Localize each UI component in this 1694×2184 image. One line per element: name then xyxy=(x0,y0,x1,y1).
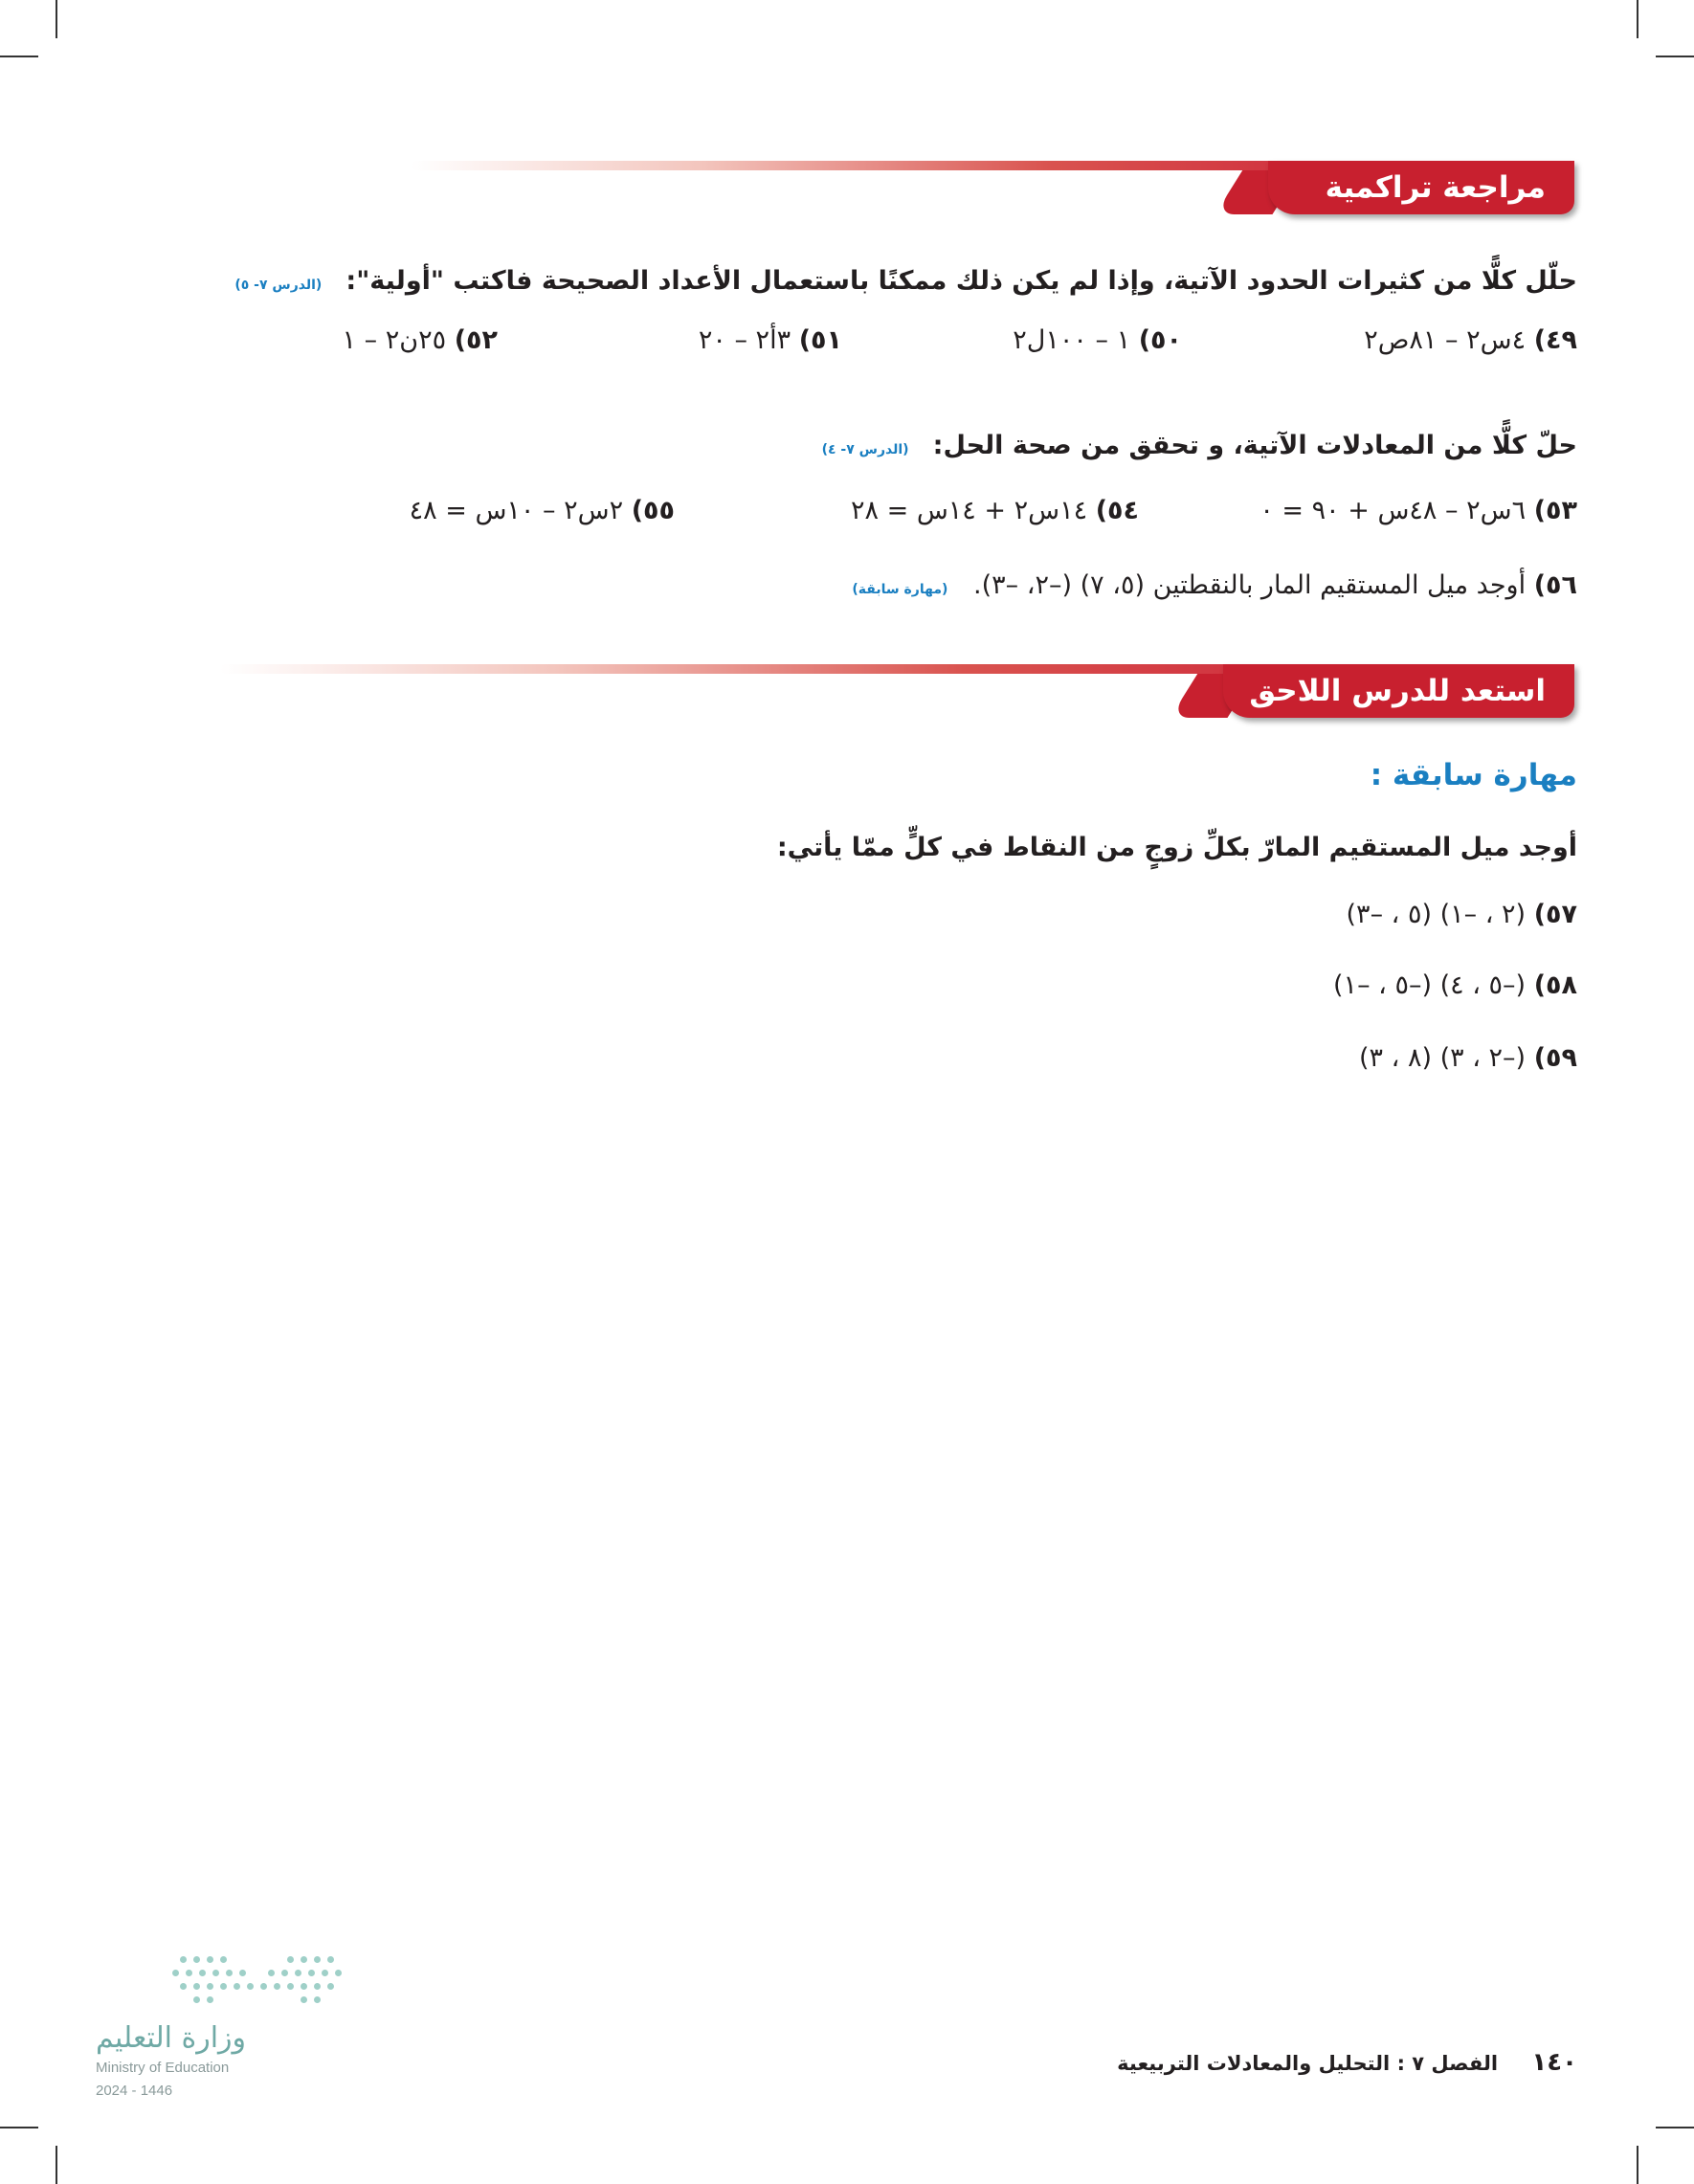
exercise-57 xyxy=(1347,900,1578,929)
crop-mark xyxy=(0,56,38,57)
ministry-logo-arabic: وزارة التعليم xyxy=(96,2021,247,2055)
exercise-expression: ٢٥ن٢ – ١ xyxy=(342,325,447,355)
instruction-factor xyxy=(234,266,1577,296)
crop-mark xyxy=(56,0,57,38)
exercise-number: ٥٨) xyxy=(1533,970,1577,1000)
section-title-cumulative-review xyxy=(1268,161,1574,214)
exercise-number: ٥٣) xyxy=(1533,496,1577,525)
exercise-expression: ١ – ١٠٠ل٢ xyxy=(1013,325,1131,355)
section-title-text: استعد للدرس اللاحق xyxy=(1249,674,1546,708)
lesson-tag: (الدرس ٧- ٤) xyxy=(821,442,909,457)
exercise-expression: ٢س٢ – ١٠س = ٤٨ xyxy=(409,496,624,525)
exercise-expression: (٢ ، –١) (٥ ، –٣) xyxy=(1346,900,1527,929)
exercise-55 xyxy=(410,496,675,525)
page-footer xyxy=(1117,2048,1577,2077)
ministry-logo-english: Ministry of Education xyxy=(96,2060,230,2076)
lesson-tag: (الدرس ٧- ٥) xyxy=(234,278,323,293)
exercise-expression: (–٥ ، ٤) (–٥ ، –١) xyxy=(1333,970,1527,1000)
exercise-expression: ١٤س٢ + ١٤س = ٢٨ xyxy=(851,496,1088,525)
crop-mark xyxy=(1656,56,1694,57)
chapter-label: الفصل ٧ : xyxy=(1396,2052,1499,2075)
instruction-text: حلّل كلًّا من كثيرات الحدود الآتية، وإذا لم يكن ذلك ممكنًا باستعمال الأعداد الصحيحة فاكتب "أولية": xyxy=(345,266,1577,296)
section-title-prepare-next-lesson xyxy=(1223,664,1574,718)
instruction-slope: أوجد ميل المستقيم المارّ بكلِّ زوجٍ من النقاط في كلٍّ ممّا يأتي: xyxy=(776,833,1577,862)
crop-mark xyxy=(1637,0,1638,38)
ministry-logo-year: 2024 - 1446 xyxy=(96,2083,173,2099)
exercise-number: ٥٥) xyxy=(631,496,675,525)
exercise-number: ٥٧) xyxy=(1533,900,1577,929)
exercise-expression: (–٢ ، ٣) (٨ ، ٣) xyxy=(1359,1043,1527,1073)
crop-mark xyxy=(0,2127,38,2128)
exercise-56 xyxy=(852,570,1577,600)
instruction-solve xyxy=(237,431,1577,460)
exercise-number: ٤٩) xyxy=(1533,325,1577,355)
exercise-text: أوجد ميل المستقيم المار بالنقطتين (٥، ٧) (–٢، –٣). xyxy=(973,570,1527,600)
exercise-number: ٥٦) xyxy=(1533,570,1577,600)
crop-mark xyxy=(1656,2127,1694,2128)
exercise-50 xyxy=(1013,325,1182,355)
exercise-number: ٥٩) xyxy=(1533,1043,1577,1073)
crop-mark xyxy=(56,2146,57,2184)
exercise-51 xyxy=(699,325,842,355)
exercise-expression: ٦س٢ – ٤٨س + ٩٠ = ٠ xyxy=(1259,496,1527,525)
exercise-number: ٥٢) xyxy=(454,325,498,355)
exercise-52 xyxy=(343,325,498,355)
exercise-expression: ٤س٢ – ٨١ص٢ xyxy=(1364,325,1527,355)
section-title-text: مراجعة تراكمية xyxy=(1325,170,1546,205)
crop-mark xyxy=(1637,2146,1638,2184)
exercise-59 xyxy=(1359,1043,1577,1073)
skill-tag: (مهارة سابقة) xyxy=(852,582,948,597)
exercise-49 xyxy=(1364,325,1577,355)
instruction-text: حلّ كلًّا من المعادلات الآتية، و تحقق من صحة الحل: xyxy=(932,431,1577,460)
exercise-58 xyxy=(1333,970,1577,1000)
exercise-number: ٥٠) xyxy=(1138,325,1182,355)
previous-skill-heading: مهارة سابقة : xyxy=(1370,758,1577,792)
exercise-54 xyxy=(851,496,1139,525)
exercise-number: ٥١) xyxy=(798,325,842,355)
exercise-53 xyxy=(1259,496,1577,525)
ministry-logo-dots-icon xyxy=(172,1952,345,2006)
exercise-expression: ٣أ٢ – ٢٠ xyxy=(698,325,791,355)
page-number: ١٤٠ xyxy=(1531,2048,1577,2077)
chapter-title: التحليل والمعادلات التربيعية xyxy=(1117,2052,1391,2075)
exercise-number: ٥٤) xyxy=(1095,496,1139,525)
